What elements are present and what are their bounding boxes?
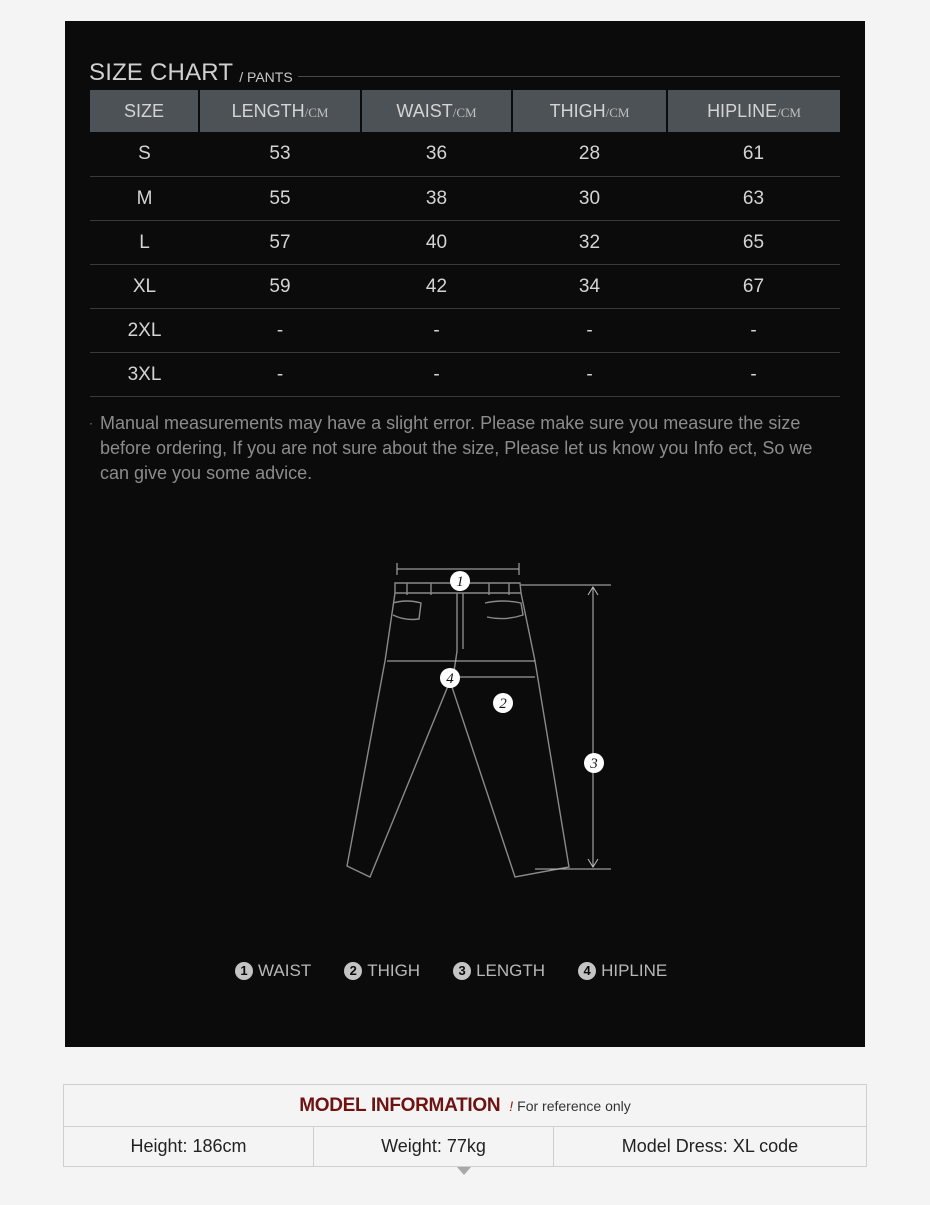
model-information-header xyxy=(64,1085,866,1127)
legend-number-icon: 1 xyxy=(235,962,253,980)
marker-4 xyxy=(440,668,460,688)
table-cell: L xyxy=(90,221,199,265)
legend-label: THIGH xyxy=(367,961,421,980)
table-cell: M xyxy=(90,177,199,221)
table-cell: S xyxy=(90,132,199,177)
table-cell: 61 xyxy=(667,132,840,177)
table-row xyxy=(90,132,840,177)
svg-text:3: 3 xyxy=(590,756,598,772)
table-row xyxy=(90,265,840,309)
column-header-size: SIZE xyxy=(90,90,199,132)
size-chart-header xyxy=(89,55,840,85)
legend-label: LENGTH xyxy=(476,961,546,980)
svg-text:1: 1 xyxy=(456,574,464,590)
table-row xyxy=(90,221,840,265)
size-chart-title: SIZE CHART xyxy=(89,59,234,86)
table-row xyxy=(90,177,840,221)
table-cell: 67 xyxy=(667,265,840,309)
table-cell: 38 xyxy=(361,177,512,221)
table-cell: 2XL xyxy=(90,309,199,353)
table-cell: - xyxy=(199,309,361,353)
legend-item-length xyxy=(453,961,545,981)
table-row xyxy=(90,309,840,353)
legend-item-waist xyxy=(235,961,311,981)
table-cell: 34 xyxy=(512,265,667,309)
exclamation-icon: ! xyxy=(509,1097,514,1114)
size-chart-panel xyxy=(65,21,865,1047)
column-header-length: LENGTH/CM xyxy=(199,90,361,132)
size-table xyxy=(90,90,840,397)
table-cell: 53 xyxy=(199,132,361,177)
legend-number-icon: 4 xyxy=(578,962,596,980)
legend-label: WAIST xyxy=(258,961,312,980)
table-cell: - xyxy=(361,309,512,353)
measurement-note xyxy=(89,411,845,486)
table-cell: 36 xyxy=(361,132,512,177)
svg-text:2: 2 xyxy=(499,696,507,712)
marker-1 xyxy=(450,571,470,591)
model-height: Height: 186cm xyxy=(130,1136,247,1156)
column-header-hipline: HIPLINE/CM xyxy=(667,90,840,132)
table-row xyxy=(90,353,840,397)
model-information-title: MODEL INFORMATION xyxy=(299,1094,501,1116)
pants-outline xyxy=(347,583,569,877)
note-bullet: · xyxy=(89,416,93,430)
table-cell: 28 xyxy=(512,132,667,177)
measurement-legend xyxy=(235,961,700,981)
table-cell: - xyxy=(512,353,667,397)
header-divider xyxy=(298,76,840,77)
model-weight: Weight: 77kg xyxy=(313,1127,553,1166)
pants-diagram xyxy=(335,541,635,911)
note-text: Manual measurements may have a slight error. Please make sure you measure the size before ordering, If you are not sure about the size, Please let us know you Info ect, So we can give you some advice. xyxy=(100,413,813,483)
column-header-waist: WAIST/CM xyxy=(361,90,512,132)
legend-item-thigh xyxy=(344,961,420,981)
model-stats-row xyxy=(64,1127,866,1166)
table-cell: 32 xyxy=(512,221,667,265)
marker-3 xyxy=(584,753,604,773)
size-table-header xyxy=(90,90,840,132)
table-cell: 65 xyxy=(667,221,840,265)
size-chart-subtitle: / PANTS xyxy=(239,69,293,85)
reference-note: For reference only xyxy=(517,1097,631,1114)
table-cell: 42 xyxy=(361,265,512,309)
table-cell: XL xyxy=(90,265,199,309)
table-cell: - xyxy=(512,309,667,353)
legend-item-hipline xyxy=(578,961,667,981)
table-cell: 40 xyxy=(361,221,512,265)
marker-2 xyxy=(493,693,513,713)
legend-number-icon: 2 xyxy=(344,962,362,980)
model-dress-size: Model Dress: XL code xyxy=(553,1127,866,1166)
legend-number-icon: 3 xyxy=(453,962,471,980)
table-cell: 63 xyxy=(667,177,840,221)
table-cell: - xyxy=(667,309,840,353)
legend-label: HIPLINE xyxy=(601,961,668,980)
table-cell: - xyxy=(199,353,361,397)
model-information-box xyxy=(63,1084,867,1167)
table-cell: 55 xyxy=(199,177,361,221)
table-cell: - xyxy=(667,353,840,397)
table-cell: 59 xyxy=(199,265,361,309)
down-pointer-icon xyxy=(457,1167,471,1175)
table-cell: 3XL xyxy=(90,353,199,397)
svg-text:4: 4 xyxy=(446,671,454,687)
table-cell: 30 xyxy=(512,177,667,221)
table-cell: 57 xyxy=(199,221,361,265)
column-header-thigh: THIGH/CM xyxy=(512,90,667,132)
table-cell: - xyxy=(361,353,512,397)
